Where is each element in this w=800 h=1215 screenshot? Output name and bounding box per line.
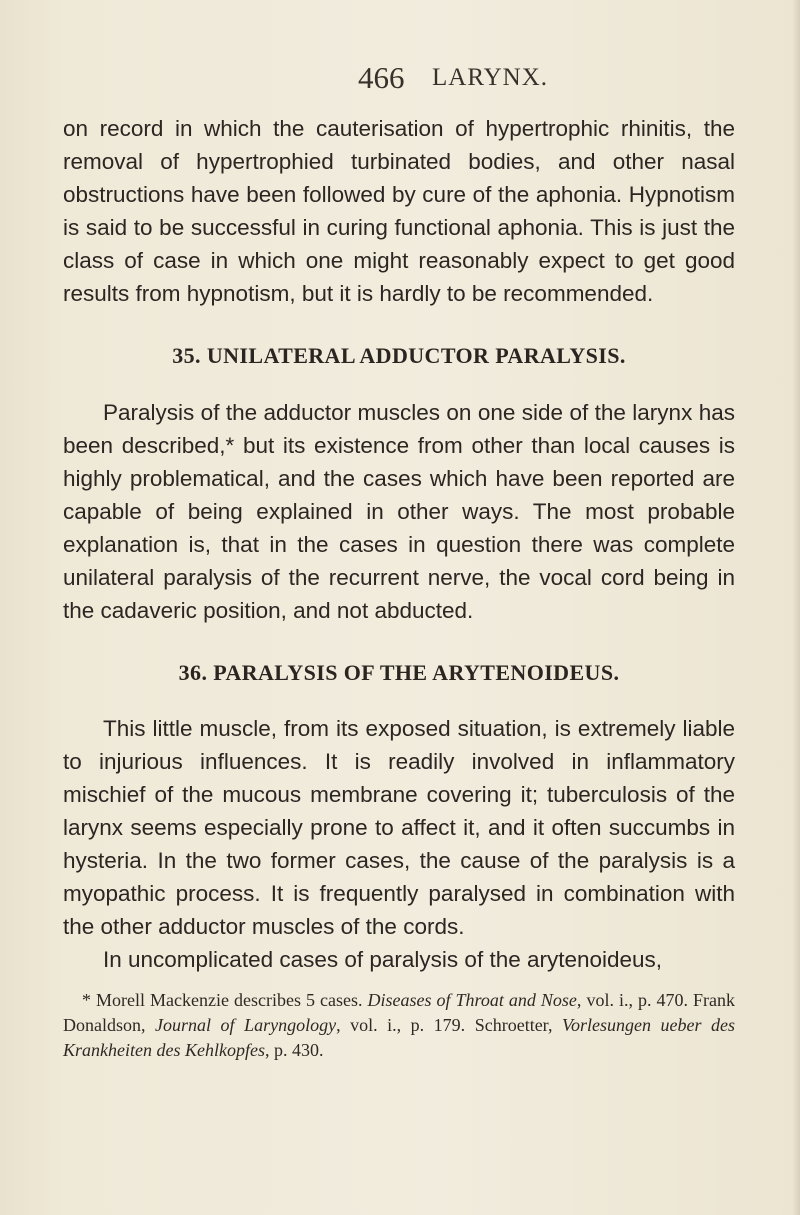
footnote-title-1: Diseases of Throat and Nose: [367, 990, 577, 1010]
body-paragraph-4: In uncomplicated cases of paralysis of the arytenoideus,: [103, 947, 663, 972]
footnote-title-3: Vorlesungen ueber des Krankheiten des Kehlkopfes: [63, 1015, 736, 1060]
page-number: 466: [358, 60, 405, 95]
running-head: [358, 58, 718, 98]
section-heading-35: 35. UNILATERAL ADDUCTOR PARALYSIS.: [172, 343, 626, 368]
body-paragraph-3: This little muscle, from its exposed situation, is extremely liable to injurious influences. It is readily involved in inflammatory mischief of the mucous membrane covering it; tuberculosis of the larynx seems especially prone to affect it, and it often succumbs in hysteria. In the two former cases, the cause of the paralysis is a myopathic process. It is frequently paralysed in combination with the other adductor muscles of the cords.: [63, 716, 735, 939]
footnote-text-3: , vol. i., p. 179. Schroetter,: [336, 1015, 562, 1035]
body-paragraph-1: on record in which the cauterisation of hypertrophic rhinitis, the removal of hypertrophied turbinated bodies, and other nasal obstructions have been followed by cure of the aphonia. Hypnotism is said to be successful in curing functional aphonia. This is just the class of case in which one might reasonably expect to get good results from hypnotism, but it is hardly to be recommended.: [63, 116, 735, 306]
footnote-title-2: Journal of Laryngology: [155, 1015, 337, 1035]
footnote: [63, 988, 735, 1063]
footnote-text-2: , vol. i., p. 470. Frank Donaldson,: [63, 990, 736, 1035]
page-edge-shadow: [792, 0, 800, 1215]
page-body: [63, 112, 735, 1063]
footnote-text-1: * Morell Mackenzie describes 5 cases.: [82, 990, 368, 1010]
section-heading-36: 36. PARALYSIS OF THE ARYTENOIDEUS.: [178, 660, 620, 685]
footnote-text-4: , p. 430.: [264, 1040, 324, 1060]
body-paragraph-2: Paralysis of the adductor muscles on one side of the larynx has been described,* but its existence from other than local causes is highly problematical, and the cases which have been reported are capable of being explained in other ways. The most probable explanation is, that in the cases in question there was complete unilateral paralysis of the recurrent nerve, the vocal cord being in the cadaveric position, and not abducted.: [63, 400, 735, 623]
running-head-title: LARYNX.: [432, 64, 549, 91]
